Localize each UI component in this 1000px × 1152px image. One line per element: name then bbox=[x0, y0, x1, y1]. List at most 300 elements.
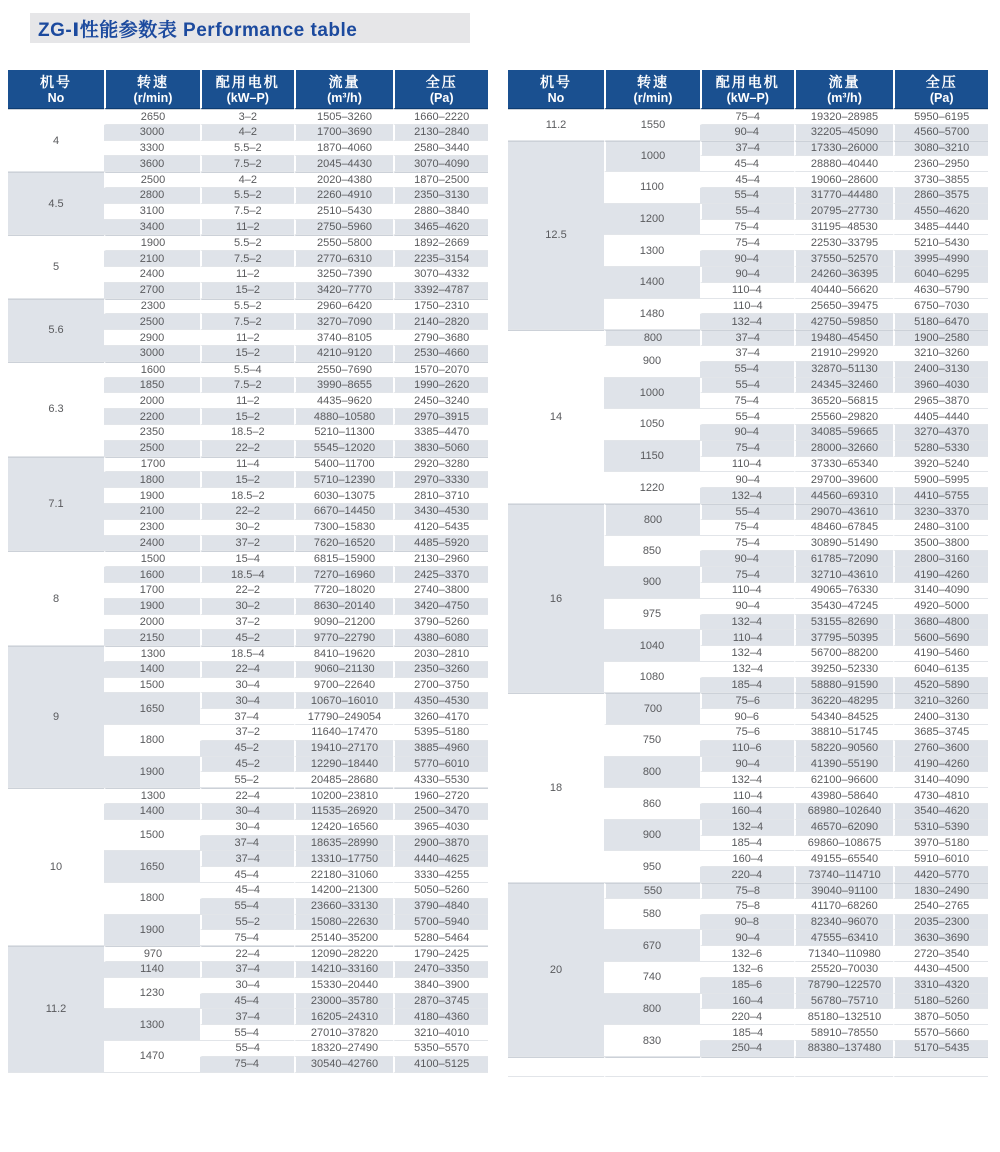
flow-cell: 5210–11300 bbox=[294, 425, 394, 441]
pressure-cell: 3790–5260 bbox=[393, 615, 488, 631]
flow-cell: 13310–17750 bbox=[294, 851, 394, 867]
flow-cell: 2020–4380 bbox=[294, 172, 394, 188]
rpm-cell: 1480 bbox=[604, 299, 700, 331]
flow-cell: 9700–22640 bbox=[294, 678, 394, 694]
rpm-cell: 1140 bbox=[104, 962, 200, 978]
pressure-cell: 1960–2720 bbox=[393, 788, 488, 804]
no-cell: 16 bbox=[508, 504, 604, 694]
rpm-cell: 900 bbox=[604, 346, 700, 378]
flow-cell: 82340–96070 bbox=[794, 915, 894, 931]
motor-cell: 11–2 bbox=[200, 330, 294, 346]
flow-cell: 23000–35780 bbox=[294, 994, 394, 1010]
pressure-cell: 2360–2950 bbox=[893, 156, 988, 172]
motor-cell: 160–4 bbox=[700, 804, 794, 820]
rpm-cell: 800 bbox=[604, 330, 700, 346]
pressure-cell: 2580–3440 bbox=[393, 141, 488, 157]
flow-cell: 62100–96600 bbox=[794, 772, 894, 788]
motor-cell: 30–2 bbox=[200, 520, 294, 536]
pressure-cell: 2030–2810 bbox=[393, 646, 488, 662]
flow-cell: 41390–55190 bbox=[794, 757, 894, 773]
motor-cell: 90–4 bbox=[700, 472, 794, 488]
pressure-cell: 2800–3160 bbox=[893, 551, 988, 567]
flow-cell: 5710–12390 bbox=[294, 472, 394, 488]
flow-cell: 31770–44480 bbox=[794, 188, 894, 204]
col-header-motor: 配用电机 (kW–P) bbox=[700, 70, 794, 109]
motor-cell: 5.5–4 bbox=[200, 362, 294, 378]
motor-cell: 132–4 bbox=[700, 488, 794, 504]
motor-cell: 5.5–2 bbox=[200, 299, 294, 315]
pressure-cell: 5180–6470 bbox=[893, 314, 988, 330]
pressure-cell: 4630–5790 bbox=[893, 283, 988, 299]
flow-cell: 46570–62090 bbox=[794, 820, 894, 836]
flow-cell: 15330–20440 bbox=[294, 978, 394, 994]
flow-cell: 85180–132510 bbox=[794, 1009, 894, 1025]
flow-cell: 32205–45090 bbox=[794, 125, 894, 141]
pressure-cell: 3485–4440 bbox=[893, 220, 988, 236]
rpm-cell: 2800 bbox=[104, 188, 200, 204]
pressure-cell: 4550–4620 bbox=[893, 204, 988, 220]
flow-cell: 20795–27730 bbox=[794, 204, 894, 220]
pressure-cell: 1790–2425 bbox=[393, 946, 488, 962]
pressure-cell: 4350–4530 bbox=[393, 693, 488, 709]
motor-cell: 132–4 bbox=[700, 314, 794, 330]
pressure-cell: 3210–3260 bbox=[893, 346, 988, 362]
motor-cell: 90–4 bbox=[700, 125, 794, 141]
flow-cell: 12290–18440 bbox=[294, 757, 394, 773]
motor-cell: 30–4 bbox=[200, 804, 294, 820]
rpm-cell: 3100 bbox=[104, 204, 200, 220]
motor-cell: 55–4 bbox=[700, 188, 794, 204]
pressure-cell: 3430–4530 bbox=[393, 504, 488, 520]
rpm-cell: 3000 bbox=[104, 125, 200, 141]
flow-cell: 11535–26920 bbox=[294, 804, 394, 820]
rpm-cell: 1650 bbox=[104, 693, 200, 725]
rpm-cell: 2700 bbox=[104, 283, 200, 299]
col-header-rpm: 转速 (r/min) bbox=[104, 70, 200, 109]
no-cell: 8 bbox=[8, 551, 104, 646]
pressure-cell: 3080–3210 bbox=[893, 141, 988, 157]
motor-cell: 75–8 bbox=[700, 899, 794, 915]
motor-cell: 45–4 bbox=[700, 156, 794, 172]
motor-cell: 22–2 bbox=[200, 504, 294, 520]
flow-cell: 12420–16560 bbox=[294, 820, 394, 836]
flow-cell: 2550–5800 bbox=[294, 235, 394, 251]
motor-cell: 30–4 bbox=[200, 678, 294, 694]
motor-cell: 75–4 bbox=[200, 1057, 294, 1073]
motor-cell: 220–4 bbox=[700, 1009, 794, 1025]
motor-cell: 185–6 bbox=[700, 978, 794, 994]
motor-cell: 22–4 bbox=[200, 946, 294, 962]
flow-cell: 53155–82690 bbox=[794, 615, 894, 631]
motor-cell: 45–4 bbox=[700, 172, 794, 188]
motor-cell: 37–4 bbox=[700, 346, 794, 362]
flow-cell: 71340–110980 bbox=[794, 946, 894, 962]
rpm-cell: 2300 bbox=[104, 299, 200, 315]
rpm-cell: 1900 bbox=[104, 235, 200, 251]
flow-cell: 29700–39600 bbox=[794, 472, 894, 488]
no-cell: 4 bbox=[8, 109, 104, 172]
flow-cell: 73740–114710 bbox=[794, 867, 894, 883]
motor-cell: 75–4 bbox=[700, 393, 794, 409]
flow-cell: 28880–40440 bbox=[794, 156, 894, 172]
pressure-cell: 3920–5240 bbox=[893, 457, 988, 473]
motor-cell: 185–4 bbox=[700, 1025, 794, 1041]
motor-cell: 75–4 bbox=[700, 109, 794, 125]
pressure-cell: 4410–5755 bbox=[893, 488, 988, 504]
motor-cell: 75–4 bbox=[200, 930, 294, 946]
no-cell: 7.1 bbox=[8, 457, 104, 552]
motor-cell: 90–4 bbox=[700, 757, 794, 773]
no-cell: 5 bbox=[8, 235, 104, 298]
empty-cell bbox=[794, 1057, 894, 1077]
flow-cell: 3270–7090 bbox=[294, 314, 394, 330]
pressure-cell: 4190–5460 bbox=[893, 646, 988, 662]
motor-cell: 22–2 bbox=[200, 583, 294, 599]
flow-cell: 17790–249054 bbox=[294, 709, 394, 725]
motor-cell: 45–2 bbox=[200, 630, 294, 646]
pressure-cell: 5950–6195 bbox=[893, 109, 988, 125]
motor-cell: 37–4 bbox=[200, 836, 294, 852]
rpm-cell: 1800 bbox=[104, 472, 200, 488]
motor-cell: 55–4 bbox=[200, 1041, 294, 1057]
rpm-cell: 1230 bbox=[104, 978, 200, 1010]
pressure-cell: 2870–3745 bbox=[393, 994, 488, 1010]
rpm-cell: 1900 bbox=[104, 488, 200, 504]
motor-cell: 45–4 bbox=[200, 867, 294, 883]
motor-cell: 4–2 bbox=[200, 125, 294, 141]
rpm-cell: 1500 bbox=[104, 820, 200, 852]
pressure-cell: 5350–5570 bbox=[393, 1041, 488, 1057]
rpm-cell: 1000 bbox=[604, 378, 700, 410]
flow-cell: 2770–6310 bbox=[294, 251, 394, 267]
flow-cell: 61785–72090 bbox=[794, 551, 894, 567]
motor-cell: 75–4 bbox=[700, 235, 794, 251]
rpm-cell: 900 bbox=[604, 567, 700, 599]
pressure-cell: 3330–4255 bbox=[393, 867, 488, 883]
pressure-cell: 2740–3800 bbox=[393, 583, 488, 599]
motor-cell: 22–2 bbox=[200, 441, 294, 457]
pressure-cell: 5700–5940 bbox=[393, 915, 488, 931]
rpm-cell: 1050 bbox=[604, 409, 700, 441]
motor-cell: 132–4 bbox=[700, 772, 794, 788]
pressure-cell: 5600–5690 bbox=[893, 630, 988, 646]
flow-cell: 12090–28220 bbox=[294, 946, 394, 962]
pressure-cell: 3310–4320 bbox=[893, 978, 988, 994]
pressure-cell: 4430–4500 bbox=[893, 962, 988, 978]
pressure-cell: 4920–5000 bbox=[893, 599, 988, 615]
pressure-cell: 2810–3710 bbox=[393, 488, 488, 504]
flow-cell: 17330–26000 bbox=[794, 141, 894, 157]
col-header-rpm: 转速 (r/min) bbox=[604, 70, 700, 109]
pressure-cell: 6040–6295 bbox=[893, 267, 988, 283]
motor-cell: 185–4 bbox=[700, 678, 794, 694]
pressure-cell: 3870–5050 bbox=[893, 1009, 988, 1025]
pressure-cell: 3465–4620 bbox=[393, 220, 488, 236]
pressure-cell: 2530–4660 bbox=[393, 346, 488, 362]
flow-cell: 56780–75710 bbox=[794, 994, 894, 1010]
motor-cell: 18.5–4 bbox=[200, 646, 294, 662]
pressure-cell: 5900–5995 bbox=[893, 472, 988, 488]
motor-cell: 37–4 bbox=[200, 851, 294, 867]
rpm-cell: 1400 bbox=[604, 267, 700, 299]
flow-cell: 18320–27490 bbox=[294, 1041, 394, 1057]
motor-cell: 45–2 bbox=[200, 741, 294, 757]
flow-cell: 49155–65540 bbox=[794, 851, 894, 867]
rpm-cell: 1550 bbox=[604, 109, 700, 141]
motor-cell: 5.5–2 bbox=[200, 188, 294, 204]
pressure-cell: 1892–2669 bbox=[393, 235, 488, 251]
motor-cell: 37–4 bbox=[200, 962, 294, 978]
no-cell: 9 bbox=[8, 646, 104, 788]
flow-cell: 19060–28600 bbox=[794, 172, 894, 188]
pressure-cell: 4440–4625 bbox=[393, 851, 488, 867]
rpm-cell: 2650 bbox=[104, 109, 200, 125]
flow-cell: 5400–11700 bbox=[294, 457, 394, 473]
motor-cell: 11–2 bbox=[200, 220, 294, 236]
flow-cell: 32870–51130 bbox=[794, 362, 894, 378]
pressure-cell: 2350–3130 bbox=[393, 188, 488, 204]
pressure-cell: 2450–3240 bbox=[393, 393, 488, 409]
pressure-cell: 2970–3330 bbox=[393, 472, 488, 488]
rpm-cell: 1500 bbox=[104, 551, 200, 567]
flow-cell: 2960–6420 bbox=[294, 299, 394, 315]
flow-cell: 4435–9620 bbox=[294, 393, 394, 409]
motor-cell: 22–4 bbox=[200, 788, 294, 804]
pressure-cell: 2900–3870 bbox=[393, 836, 488, 852]
col-header-no: 机号 No bbox=[8, 70, 104, 109]
flow-cell: 7270–16960 bbox=[294, 567, 394, 583]
flow-cell: 58880–91590 bbox=[794, 678, 894, 694]
rpm-cell: 550 bbox=[604, 883, 700, 899]
motor-cell: 132–6 bbox=[700, 946, 794, 962]
motor-cell: 90–8 bbox=[700, 915, 794, 931]
motor-cell: 30–4 bbox=[200, 978, 294, 994]
flow-cell: 40440–56620 bbox=[794, 283, 894, 299]
rpm-cell: 2400 bbox=[104, 536, 200, 552]
motor-cell: 37–2 bbox=[200, 615, 294, 631]
flow-cell: 47555–63410 bbox=[794, 930, 894, 946]
page-title: ZG-Ⅰ性能参数表 Performance table bbox=[38, 19, 358, 41]
motor-cell: 45–4 bbox=[200, 883, 294, 899]
pressure-cell: 4730–4810 bbox=[893, 788, 988, 804]
flow-cell: 42750–59850 bbox=[794, 314, 894, 330]
pressure-cell: 5170–5435 bbox=[893, 1041, 988, 1057]
motor-cell: 7.5–2 bbox=[200, 156, 294, 172]
empty-cell bbox=[700, 1057, 794, 1077]
motor-cell: 18.5–2 bbox=[200, 488, 294, 504]
flow-cell: 37795–50395 bbox=[794, 630, 894, 646]
pressure-cell: 1570–2070 bbox=[393, 362, 488, 378]
pressure-cell: 2965–3870 bbox=[893, 393, 988, 409]
pressure-cell: 2540–2765 bbox=[893, 899, 988, 915]
pressure-cell: 4330–5530 bbox=[393, 772, 488, 788]
motor-cell: 110–4 bbox=[700, 630, 794, 646]
col-header-pressure: 全压 (Pa) bbox=[893, 70, 988, 109]
rpm-cell: 950 bbox=[604, 851, 700, 883]
rpm-cell: 800 bbox=[604, 757, 700, 789]
flow-cell: 19410–27170 bbox=[294, 741, 394, 757]
empty-cell bbox=[893, 1057, 988, 1077]
motor-cell: 75–8 bbox=[700, 883, 794, 899]
motor-cell: 160–4 bbox=[700, 851, 794, 867]
pressure-cell: 1990–2620 bbox=[393, 378, 488, 394]
motor-cell: 11–4 bbox=[200, 457, 294, 473]
flow-cell: 6670–14450 bbox=[294, 504, 394, 520]
rpm-cell: 1800 bbox=[104, 883, 200, 915]
flow-cell: 37330–65340 bbox=[794, 457, 894, 473]
pressure-cell: 3995–4990 bbox=[893, 251, 988, 267]
pressure-cell: 2860–3575 bbox=[893, 188, 988, 204]
motor-cell: 37–2 bbox=[200, 725, 294, 741]
flow-cell: 43980–58640 bbox=[794, 788, 894, 804]
pressure-cell: 5910–6010 bbox=[893, 851, 988, 867]
flow-cell: 36520–56815 bbox=[794, 393, 894, 409]
flow-cell: 39040–91100 bbox=[794, 883, 894, 899]
motor-cell: 7.5–2 bbox=[200, 251, 294, 267]
pressure-cell: 5280–5330 bbox=[893, 441, 988, 457]
rpm-cell: 2150 bbox=[104, 630, 200, 646]
motor-cell: 220–4 bbox=[700, 867, 794, 883]
flow-cell: 19480–45450 bbox=[794, 330, 894, 346]
rpm-cell: 2500 bbox=[104, 172, 200, 188]
motor-cell: 18.5–4 bbox=[200, 567, 294, 583]
flow-cell: 8410–19620 bbox=[294, 646, 394, 662]
no-cell: 11.2 bbox=[508, 109, 604, 141]
pressure-cell: 3210–3260 bbox=[893, 693, 988, 709]
pressure-cell: 3070–4090 bbox=[393, 156, 488, 172]
flow-cell: 7720–18020 bbox=[294, 583, 394, 599]
no-cell: 4.5 bbox=[8, 172, 104, 235]
flow-cell: 16205–24310 bbox=[294, 1009, 394, 1025]
title-bar bbox=[30, 13, 470, 43]
flow-cell: 88380–137480 bbox=[794, 1041, 894, 1057]
empty-cell bbox=[508, 1057, 604, 1077]
motor-cell: 55–2 bbox=[200, 915, 294, 931]
pressure-cell: 1660–2220 bbox=[393, 109, 488, 125]
performance-table bbox=[508, 70, 988, 1077]
pressure-cell: 2470–3350 bbox=[393, 962, 488, 978]
pressure-cell: 3140–4090 bbox=[893, 772, 988, 788]
motor-cell: 75–4 bbox=[700, 567, 794, 583]
rpm-cell: 1600 bbox=[104, 362, 200, 378]
motor-cell: 250–4 bbox=[700, 1041, 794, 1057]
motor-cell: 30–2 bbox=[200, 599, 294, 615]
motor-cell: 75–4 bbox=[700, 536, 794, 552]
flow-cell: 68980–102640 bbox=[794, 804, 894, 820]
flow-cell: 6815–15900 bbox=[294, 551, 394, 567]
pressure-cell: 2235–3154 bbox=[393, 251, 488, 267]
no-cell: 5.6 bbox=[8, 299, 104, 362]
pressure-cell: 5180–5260 bbox=[893, 994, 988, 1010]
flow-cell: 10670–16010 bbox=[294, 693, 394, 709]
flow-cell: 35430–47245 bbox=[794, 599, 894, 615]
motor-cell: 90–4 bbox=[700, 267, 794, 283]
rpm-cell: 2200 bbox=[104, 409, 200, 425]
flow-cell: 2550–7690 bbox=[294, 362, 394, 378]
rpm-cell: 1080 bbox=[604, 662, 700, 694]
pressure-cell: 2140–2820 bbox=[393, 314, 488, 330]
flow-cell: 49065–76330 bbox=[794, 583, 894, 599]
pressure-cell: 2790–3680 bbox=[393, 330, 488, 346]
motor-cell: 110–4 bbox=[700, 283, 794, 299]
flow-cell: 78790–122570 bbox=[794, 978, 894, 994]
rpm-cell: 2500 bbox=[104, 441, 200, 457]
flow-cell: 4880–10580 bbox=[294, 409, 394, 425]
rpm-cell: 1650 bbox=[104, 851, 200, 883]
rpm-cell: 1000 bbox=[604, 141, 700, 173]
pressure-cell: 3140–4090 bbox=[893, 583, 988, 599]
pressure-cell: 3730–3855 bbox=[893, 172, 988, 188]
pressure-cell: 2970–3915 bbox=[393, 409, 488, 425]
rpm-cell: 1200 bbox=[604, 204, 700, 236]
rpm-cell: 1300 bbox=[604, 235, 700, 267]
motor-cell: 132–4 bbox=[700, 820, 794, 836]
pressure-cell: 3970–5180 bbox=[893, 836, 988, 852]
flow-cell: 25140–35200 bbox=[294, 930, 394, 946]
flow-cell: 44560–69310 bbox=[794, 488, 894, 504]
pressure-cell: 3685–3745 bbox=[893, 725, 988, 741]
pressure-cell: 5310–5390 bbox=[893, 820, 988, 836]
flow-cell: 2510–5430 bbox=[294, 204, 394, 220]
motor-cell: 110–6 bbox=[700, 741, 794, 757]
flow-cell: 4210–9120 bbox=[294, 346, 394, 362]
flow-cell: 11640–17470 bbox=[294, 725, 394, 741]
pressure-cell: 4100–5125 bbox=[393, 1057, 488, 1073]
pressure-cell: 3960–4030 bbox=[893, 378, 988, 394]
motor-cell: 90–4 bbox=[700, 930, 794, 946]
rpm-cell: 1700 bbox=[104, 457, 200, 473]
motor-cell: 75–6 bbox=[700, 693, 794, 709]
motor-cell: 22–4 bbox=[200, 662, 294, 678]
rpm-cell: 1800 bbox=[104, 725, 200, 757]
rpm-cell: 2350 bbox=[104, 425, 200, 441]
motor-cell: 160–4 bbox=[700, 994, 794, 1010]
flow-cell: 5545–12020 bbox=[294, 441, 394, 457]
rpm-cell: 2000 bbox=[104, 393, 200, 409]
flow-cell: 30890–51490 bbox=[794, 536, 894, 552]
motor-cell: 110–4 bbox=[700, 788, 794, 804]
flow-cell: 7620–16520 bbox=[294, 536, 394, 552]
motor-cell: 132–4 bbox=[700, 615, 794, 631]
pressure-cell: 2700–3750 bbox=[393, 678, 488, 694]
motor-cell: 30–4 bbox=[200, 820, 294, 836]
rpm-cell: 1470 bbox=[104, 1041, 200, 1073]
motor-cell: 55–4 bbox=[700, 204, 794, 220]
flow-cell: 38810–51745 bbox=[794, 725, 894, 741]
pressure-cell: 2130–2840 bbox=[393, 125, 488, 141]
rpm-cell: 740 bbox=[604, 962, 700, 994]
flow-cell: 25520–70030 bbox=[794, 962, 894, 978]
col-header-pressure: 全压 (Pa) bbox=[393, 70, 488, 109]
rpm-cell: 975 bbox=[604, 599, 700, 631]
rpm-cell: 1500 bbox=[104, 678, 200, 694]
pressure-cell: 2500–3470 bbox=[393, 804, 488, 820]
pressure-cell: 3260–4170 bbox=[393, 709, 488, 725]
rpm-cell: 2900 bbox=[104, 330, 200, 346]
rpm-cell: 1900 bbox=[104, 599, 200, 615]
rpm-cell: 2300 bbox=[104, 520, 200, 536]
motor-cell: 75–4 bbox=[700, 441, 794, 457]
pressure-cell: 2720–3540 bbox=[893, 946, 988, 962]
pressure-cell: 6750–7030 bbox=[893, 299, 988, 315]
motor-cell: 185–4 bbox=[700, 836, 794, 852]
rpm-cell: 2500 bbox=[104, 314, 200, 330]
flow-cell: 9060–21130 bbox=[294, 662, 394, 678]
motor-cell: 55–2 bbox=[200, 772, 294, 788]
pressure-cell: 3830–5060 bbox=[393, 441, 488, 457]
no-cell: 11.2 bbox=[8, 946, 104, 1072]
motor-cell: 90–4 bbox=[700, 551, 794, 567]
